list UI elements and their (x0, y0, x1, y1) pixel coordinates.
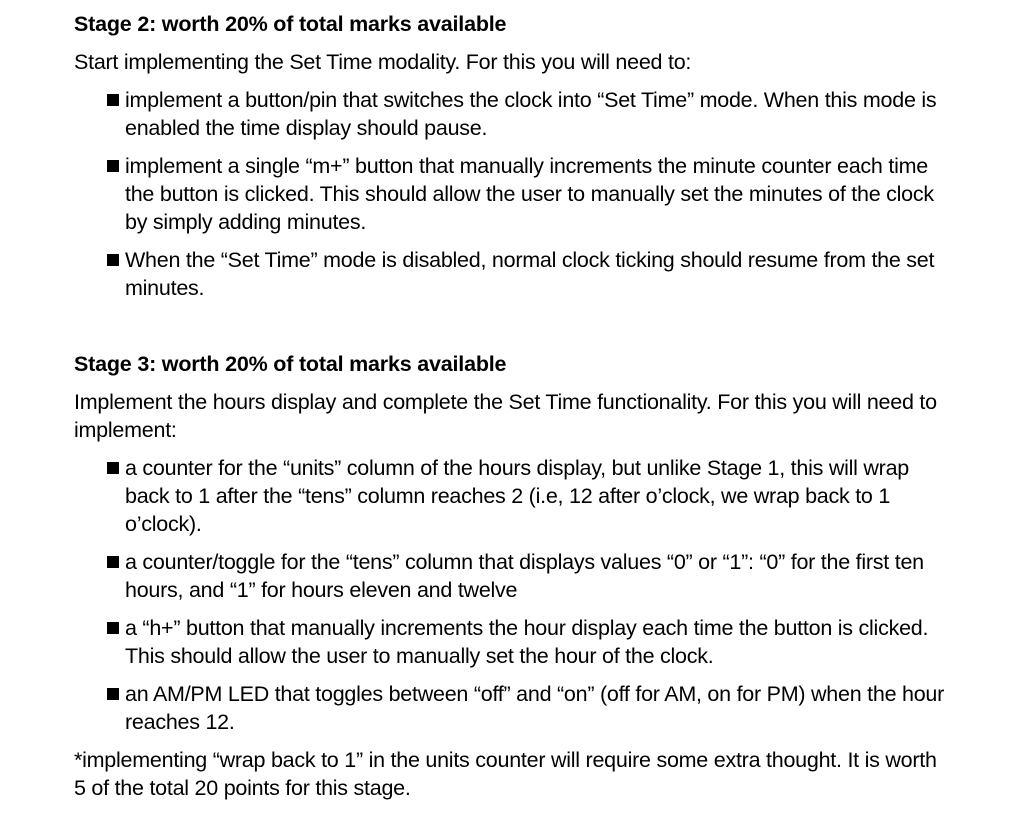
square-bullet-icon (107, 160, 119, 172)
stage-3-footnote: *implementing “wrap back to 1” in the units counter will require some extra thought. It is worth 5 of the total 20 points for this stage. (74, 748, 937, 800)
stage-3-section (74, 350, 954, 802)
list-item (74, 246, 954, 302)
list-item (74, 454, 954, 538)
list-item (74, 152, 954, 236)
stage-3-requirements-list (74, 454, 954, 736)
list-item-text: a “h+” button that manually increments the hour display each time the button is clicked. This should allow the user to manually set the hour of the clock. (125, 616, 929, 668)
list-item (74, 548, 954, 604)
square-bullet-icon (107, 94, 119, 106)
square-bullet-icon (107, 688, 119, 700)
list-item-text: When the “Set Time” mode is disabled, normal clock ticking should resume from the set minutes. (125, 248, 935, 300)
list-item-text: implement a button/pin that switches the clock into “Set Time” mode. When this mode is enabled the time display should pause. (125, 88, 937, 140)
square-bullet-icon (107, 622, 119, 634)
square-bullet-icon (107, 254, 119, 266)
assignment-document (74, 10, 954, 802)
list-item-text: an AM/PM LED that toggles between “off” and “on” (off for AM, on for PM) when the hour reaches 12. (125, 682, 945, 734)
list-item (74, 680, 954, 736)
square-bullet-icon (107, 556, 119, 568)
stage-3-heading: Stage 3: worth 20% of total marks available (74, 352, 507, 376)
square-bullet-icon (107, 462, 119, 474)
stage-2-intro: Start implementing the Set Time modality. For this you will need to: (74, 50, 692, 74)
list-item-text: a counter for the “units” column of the hours display, but unlike Stage 1, this will wrap back to 1 after the “tens” column reaches 2 (i.e, 12 after o’clock, we wrap back to 1 o’clock). (125, 456, 910, 536)
list-item (74, 86, 954, 142)
stage-3-intro: Implement the hours display and complete the Set Time functionality. For this you will need to implement: (74, 390, 937, 442)
stage-2-requirements-list (74, 86, 954, 302)
list-item-text: a counter/toggle for the “tens” column that displays values “0” or “1”: “0” for the first ten hours, and “1” for hours eleven and twelve (125, 550, 924, 602)
list-item (74, 614, 954, 670)
list-item-text: implement a single “m+” button that manually increments the minute counter each time the button is clicked. This should allow the user to manually set the minutes of the clock by simply adding minutes. (125, 154, 934, 234)
stage-2-section (74, 10, 954, 302)
stage-2-heading: Stage 2: worth 20% of total marks available (74, 12, 507, 36)
